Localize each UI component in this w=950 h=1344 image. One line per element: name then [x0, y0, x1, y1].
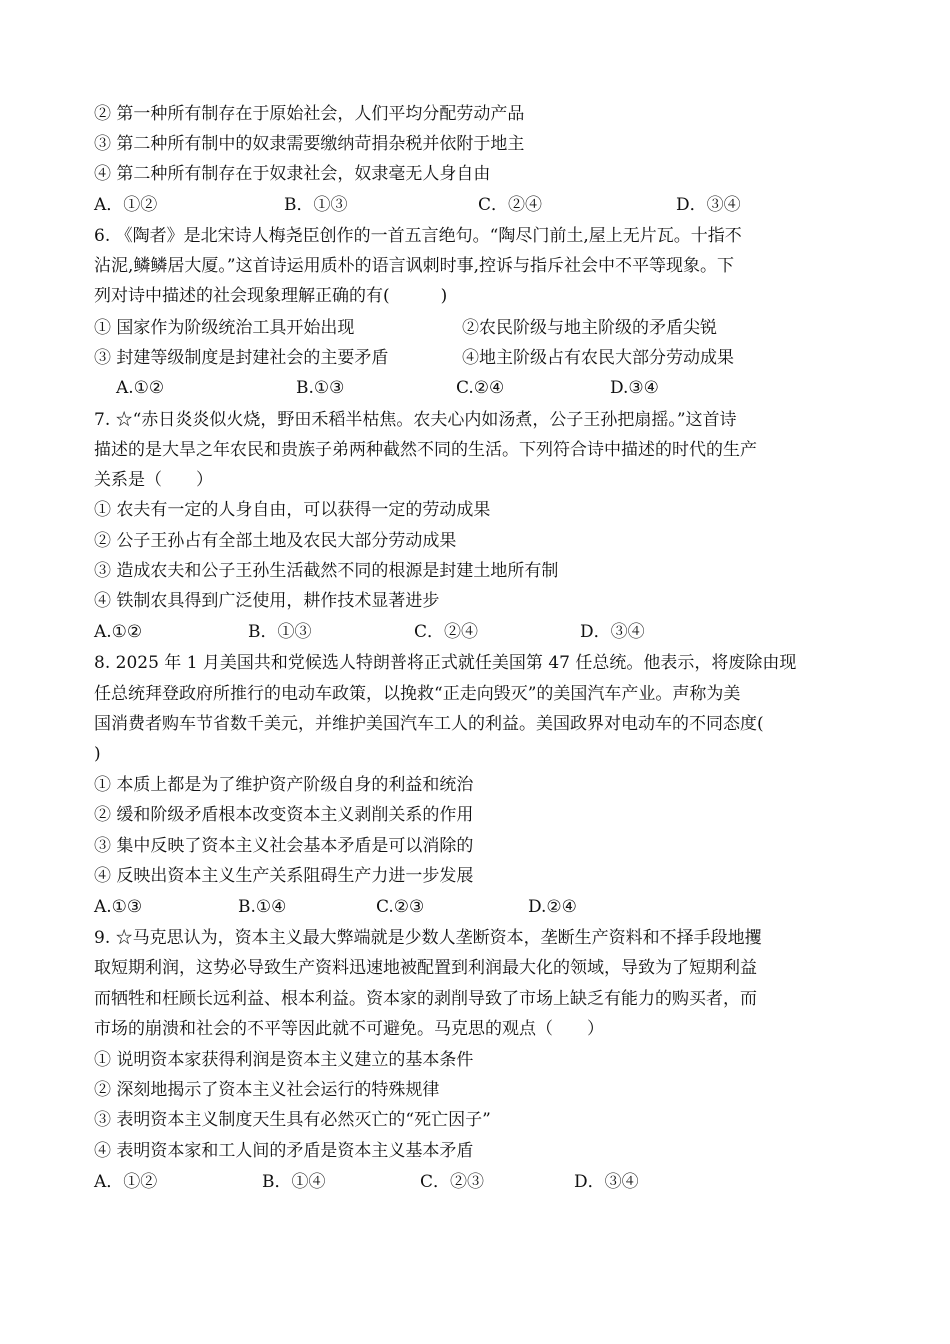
- q6-statement-1: ① 国家作为阶级统治工具开始出现: [94, 318, 355, 338]
- q8-stem-line-1: 8. 2025 年 1 月美国共和党候选人特朗普将正式就任美国第 47 任总统。他表示，将废除由现: [94, 653, 797, 673]
- q6-option-d: D.③④: [610, 378, 659, 398]
- q9-option-c: C．②③: [420, 1172, 485, 1192]
- q7-statement-1: ① 农夫有一定的人身自由，可以获得一定的劳动成果: [94, 500, 491, 520]
- q7-statement-2: ② 公子王孙占有全部土地及农民大部分劳动成果: [94, 531, 457, 551]
- q7-statement-4: ④ 铁制农具得到广泛使用，耕作技术显著进步: [94, 591, 440, 611]
- q9-stem-line-3: 而牺牲和枉顾长远利益、根本利益。资本家的剥削导致了市场上缺乏有能力的购买者，而: [94, 989, 757, 1009]
- q5-option-d: D．③④: [676, 195, 741, 215]
- q9-statement-1: ① 说明资本家获得利润是资本主义建立的基本条件: [94, 1050, 474, 1070]
- q8-option-b: B.①④: [238, 897, 287, 917]
- q9-option-b: B．①④: [262, 1172, 326, 1192]
- q8-statement-2: ② 缓和阶级矛盾根本改变资本主义剥削关系的作用: [94, 805, 474, 825]
- q9-option-a: A．①②: [94, 1172, 158, 1192]
- q6-option-c: C.②④: [456, 378, 505, 398]
- q6-statement-4: ④地主阶级占有农民大部分劳动成果: [462, 348, 734, 368]
- q7-stem-line-3: 关系是（ ）: [94, 470, 213, 490]
- q9-stem-line-4: 市场的崩溃和社会的不平等因此就不可避免。马克思的观点（ ）: [94, 1019, 604, 1039]
- q6-stem-line-2: 沾泥,鳞鳞居大厦。”这首诗运用质朴的语言讽刺时事,控诉与指斥社会中不平等现象。下: [94, 256, 734, 276]
- q5-option-b: B．①③: [284, 195, 348, 215]
- q6-statement-2: ②农民阶级与地主阶级的矛盾尖锐: [462, 318, 717, 338]
- q6-stem-line-1: 6. 《陶者》是北宋诗人梅尧臣创作的一首五言绝句。“陶尽门前土,屋上无片瓦。十指不: [94, 226, 742, 246]
- q8-option-d: D.②④: [528, 897, 577, 917]
- q8-stem-line-3: 国消费者购车节省数千美元，并维护美国汽车工人的利益。美国政界对电动车的不同态度(: [94, 714, 764, 734]
- q5-statement-2: ② 第一种所有制存在于原始社会，人们平均分配劳动产品: [94, 104, 525, 124]
- q8-option-c: C.②③: [376, 897, 425, 917]
- q6-stem-line-3: 列对诗中描述的社会现象理解正确的有( ): [94, 286, 448, 306]
- q9-statement-2: ② 深刻地揭示了资本主义社会运行的特殊规律: [94, 1080, 440, 1100]
- q7-statement-3: ③ 造成农夫和公子王孙生活截然不同的根源是封建土地所有制: [94, 561, 559, 581]
- q9-statement-3: ③ 表明资本主义制度天生具有必然灭亡的“死亡因子”: [94, 1110, 491, 1130]
- q6-option-b: B.①③: [296, 378, 345, 398]
- q8-option-a: A.①③: [94, 897, 143, 917]
- q9-option-d: D．③④: [574, 1172, 639, 1192]
- q8-stem-line-4: ): [94, 744, 101, 764]
- q9-stem-line-1: 9. ☆马克思认为，资本主义最大弊端就是少数人垄断资本，垄断生产资料和不择手段地攫: [94, 928, 762, 948]
- q8-statement-3: ③ 集中反映了资本主义社会基本矛盾是可以消除的: [94, 836, 474, 856]
- q6-option-a: A.①②: [116, 378, 165, 398]
- q8-statement-4: ④ 反映出资本主义生产关系阻碍生产力进一步发展: [94, 866, 474, 886]
- q6-statement-3: ③ 封建等级制度是封建社会的主要矛盾: [94, 348, 389, 368]
- q7-option-d: D．③④: [580, 622, 645, 642]
- q8-stem-line-2: 任总统拜登政府所推行的电动车政策，以挽救“正走向毁灭”的美国汽车产业。声称为美: [94, 684, 741, 704]
- q8-statement-1: ① 本质上都是为了维护资产阶级自身的利益和统治: [94, 775, 474, 795]
- q9-statement-4: ④ 表明资本家和工人间的矛盾是资本主义基本矛盾: [94, 1141, 474, 1161]
- q5-option-a: A．①②: [94, 195, 158, 215]
- q5-option-c: C．②④: [478, 195, 543, 215]
- q7-stem-line-2: 描述的是大旱之年农民和贵族子弟两种截然不同的生活。下列符合诗中描述的时代的生产: [94, 440, 757, 460]
- q5-statement-3: ③ 第二种所有制中的奴隶需要缴纳苛捐杂税并依附于地主: [94, 134, 525, 154]
- q7-option-c: C．②④: [414, 622, 479, 642]
- q5-statement-4: ④ 第二种所有制存在于奴隶社会，奴隶毫无人身自由: [94, 164, 491, 184]
- q7-stem-line-1: 7. ☆“赤日炎炎似火烧，野田禾稻半枯焦。农夫心内如汤煮，公子王孙把扇摇。”这首诗: [94, 410, 737, 430]
- q7-option-b: B．①③: [248, 622, 312, 642]
- q9-stem-line-2: 取短期利润，这势必导致生产资料迅速地被配置到利润最大化的领域，导致为了短期利益: [94, 958, 757, 978]
- q7-option-a: A.①②: [94, 622, 143, 642]
